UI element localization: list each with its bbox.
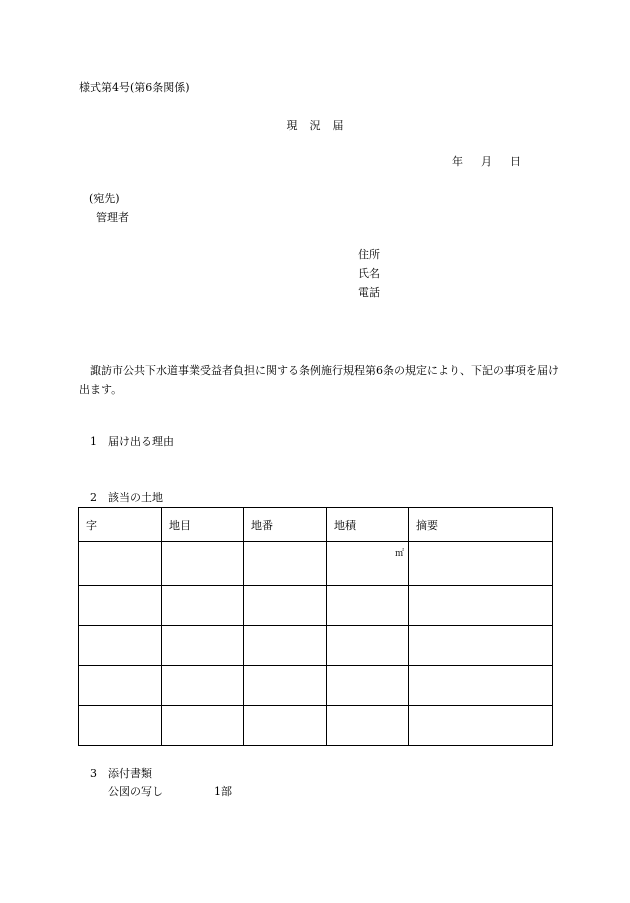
table-row [79, 666, 553, 706]
header-aza: 字 [79, 508, 162, 542]
table-cell[interactable] [327, 626, 409, 666]
table-cell[interactable] [409, 542, 553, 586]
document-title [0, 119, 630, 132]
applicant-address-label: 住所 [358, 248, 380, 261]
land-table [78, 507, 553, 746]
table-cell[interactable] [79, 666, 162, 706]
attachment-count: 1部 [214, 785, 232, 798]
section-number: 1 [90, 435, 97, 448]
table-cell[interactable] [244, 626, 327, 666]
title-char: 現 [286, 119, 298, 132]
applicant-phone-label: 電話 [358, 286, 380, 299]
section-number: 2 [90, 491, 97, 504]
date-day: 日 [510, 155, 521, 168]
table-row [79, 542, 553, 586]
applicant-name-label: 氏名 [358, 267, 380, 280]
form-number: 様式第4号(第6条関係) [79, 81, 190, 94]
table-row [79, 706, 553, 746]
title-char: 況 [309, 119, 321, 132]
table-cell[interactable] [244, 542, 327, 586]
addressee-name: 管理者 [96, 211, 129, 224]
addressee-label: (宛先) [89, 192, 120, 205]
section-attachments [90, 767, 152, 780]
table-cell[interactable] [244, 586, 327, 626]
table-cell[interactable] [162, 666, 244, 706]
section-label: 添付書類 [108, 767, 152, 780]
table-cell[interactable] [244, 666, 327, 706]
date-line [452, 155, 521, 168]
applicant-block [358, 248, 380, 305]
table-cell[interactable] [162, 706, 244, 746]
section-label: 該当の土地 [108, 491, 163, 504]
table-cell[interactable] [409, 586, 553, 626]
table-row [79, 586, 553, 626]
table-cell[interactable] [244, 706, 327, 746]
table-cell[interactable] [162, 542, 244, 586]
section-number: 3 [90, 767, 97, 780]
header-tekiyo: 摘要 [409, 508, 553, 542]
date-month: 月 [481, 155, 492, 168]
table-cell[interactable] [79, 706, 162, 746]
section-reason [90, 435, 174, 448]
date-year: 年 [452, 155, 463, 168]
header-chimoku: 地目 [162, 508, 244, 542]
attachment-name: 公図の写し [108, 785, 163, 798]
table-row [79, 626, 553, 666]
title-char: 届 [332, 119, 344, 132]
table-cell[interactable] [327, 706, 409, 746]
table-cell[interactable] [162, 586, 244, 626]
table-cell[interactable] [327, 666, 409, 706]
table-cell[interactable] [409, 626, 553, 666]
table-header-row [79, 508, 553, 542]
section-label: 届け出る理由 [108, 435, 174, 448]
table-cell[interactable] [79, 542, 162, 586]
table-cell[interactable] [162, 626, 244, 666]
table-cell[interactable] [409, 706, 553, 746]
body-text: 諏訪市公共下水道事業受益者負担に関する条例施行規程第6条の規定により、下記の事項を届け出ます。 [79, 364, 559, 396]
table-cell[interactable] [79, 586, 162, 626]
header-chiseki: 地積 [327, 508, 409, 542]
table-cell[interactable] [79, 626, 162, 666]
table-cell[interactable] [409, 666, 553, 706]
table-cell[interactable] [327, 586, 409, 626]
header-chiban: 地番 [244, 508, 327, 542]
section-land [90, 491, 163, 504]
area-unit[interactable]: ㎡ [327, 542, 409, 586]
